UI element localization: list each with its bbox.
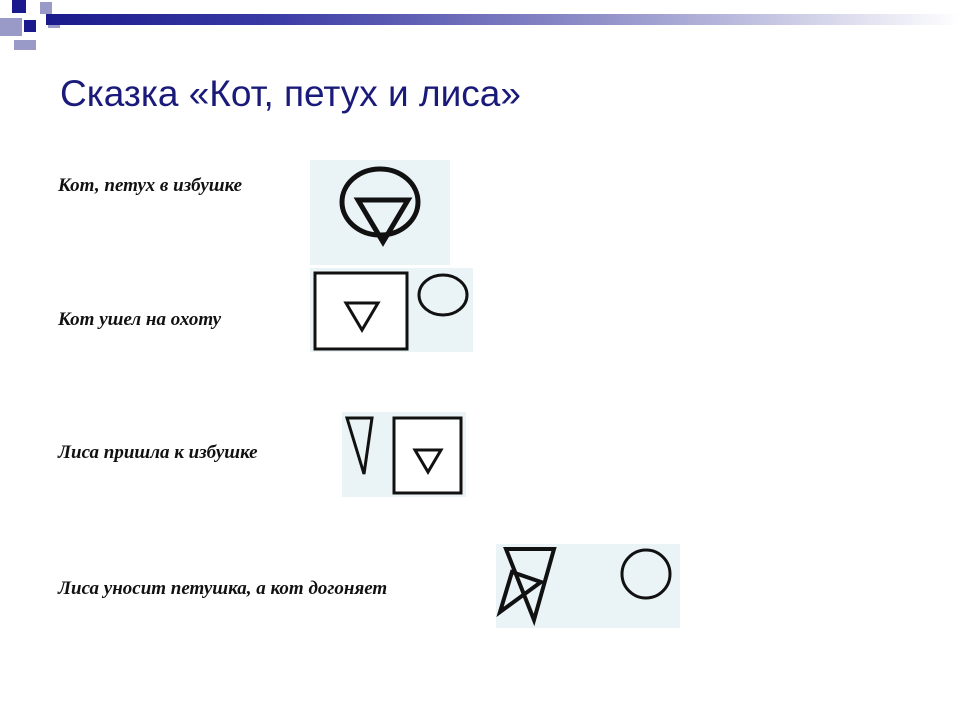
caption-fox-carries-rooster-cat-chases: Лиса уносит петушка, а кот догоняет bbox=[58, 578, 388, 599]
pictogram-cat-rooster-in-hut bbox=[310, 160, 450, 265]
caption-cat-went-hunting: Кот ушел на охоту bbox=[58, 309, 222, 330]
pictogram-cat-went-hunting bbox=[310, 268, 473, 352]
slide-title: Сказка «Кот, петух и лиса» bbox=[60, 73, 521, 114]
pictogram-fox-came-to-hut bbox=[342, 412, 466, 497]
title-gradient-bar bbox=[46, 14, 960, 25]
pictogram-fox-carries-rooster-cat-chases bbox=[496, 544, 680, 628]
caption-cat-rooster-in-hut: Кот, петух в избушке bbox=[58, 175, 243, 196]
decorative-squares bbox=[0, 0, 80, 60]
caption-fox-came-to-hut: Лиса пришла к избушке bbox=[58, 442, 258, 463]
